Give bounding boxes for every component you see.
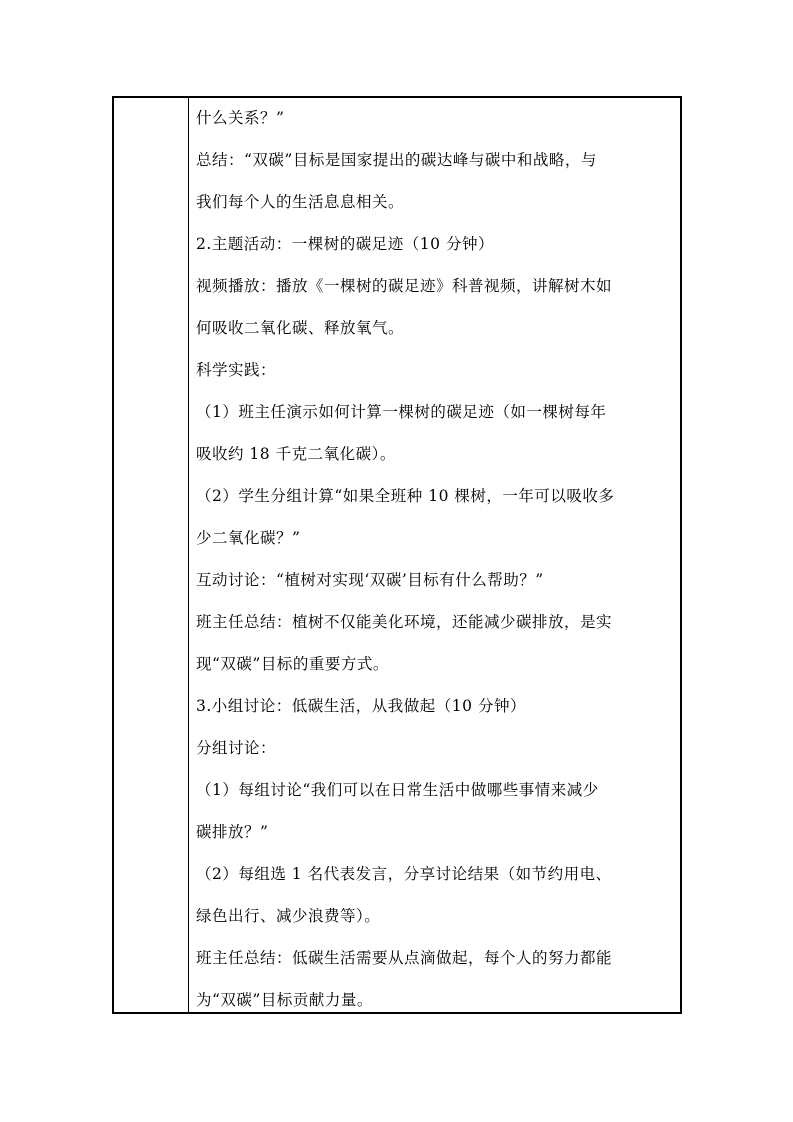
text-line: （2）学生分组计算“如果全班种 10 棵树，一年可以吸收多 bbox=[196, 487, 615, 505]
text-line: 科学实践： bbox=[196, 361, 277, 379]
text-line: 为“双碳”目标贡献力量。 bbox=[196, 991, 373, 1009]
text-line: 视频播放：播放《一棵树的碳足迹》科普视频，讲解树木如 bbox=[196, 277, 613, 295]
lesson-table bbox=[112, 96, 682, 1014]
text-line: 总结：“双碳”目标是国家提出的碳达峰与碳中和战略，与 bbox=[196, 151, 597, 169]
text-line: （1）班主任演示如何计算一棵树的碳足迹（如一棵树每年 bbox=[196, 403, 607, 421]
text-line: 班主任总结：低碳生活需要从点滴做起，每个人的努力都能 bbox=[196, 949, 613, 967]
text-line: 什么关系？” bbox=[196, 109, 285, 127]
text-line: 少二氧化碳？” bbox=[196, 529, 301, 547]
text-line: 我们每个人的生活息息相关。 bbox=[196, 193, 405, 211]
table-content-cell bbox=[196, 98, 672, 1012]
text-line: 现“双碳”目标的重要方式。 bbox=[196, 655, 389, 673]
text-line: 3.小组讨论：低碳生活，从我做起（10 分钟） bbox=[196, 697, 526, 715]
text-line: 绿色出行、减少浪费等）。 bbox=[196, 907, 381, 925]
text-line: 班主任总结：植树不仅能美化环境，还能减少碳排放，是实 bbox=[196, 613, 613, 631]
text-line: （2）每组选 1 名代表发言，分享讨论结果（如节约用电、 bbox=[196, 865, 612, 883]
text-line: 碳排放？” bbox=[196, 823, 269, 841]
text-line: 吸收约 18 千克二氧化碳）。 bbox=[196, 445, 396, 463]
text-line: 互动讨论：“植树对实现‘双碳’目标有什么帮助？” bbox=[196, 571, 544, 589]
text-line: 分组讨论： bbox=[196, 739, 277, 757]
text-line: 2.主题活动：一棵树的碳足迹（10 分钟） bbox=[196, 235, 494, 253]
table-left-cell bbox=[114, 98, 188, 1012]
text-line: （1）每组讨论“我们可以在日常生活中做哪些事情来减少 bbox=[196, 781, 599, 799]
text-line: 何吸收二氧化碳、释放氧气。 bbox=[196, 319, 405, 337]
column-divider bbox=[188, 98, 189, 1012]
